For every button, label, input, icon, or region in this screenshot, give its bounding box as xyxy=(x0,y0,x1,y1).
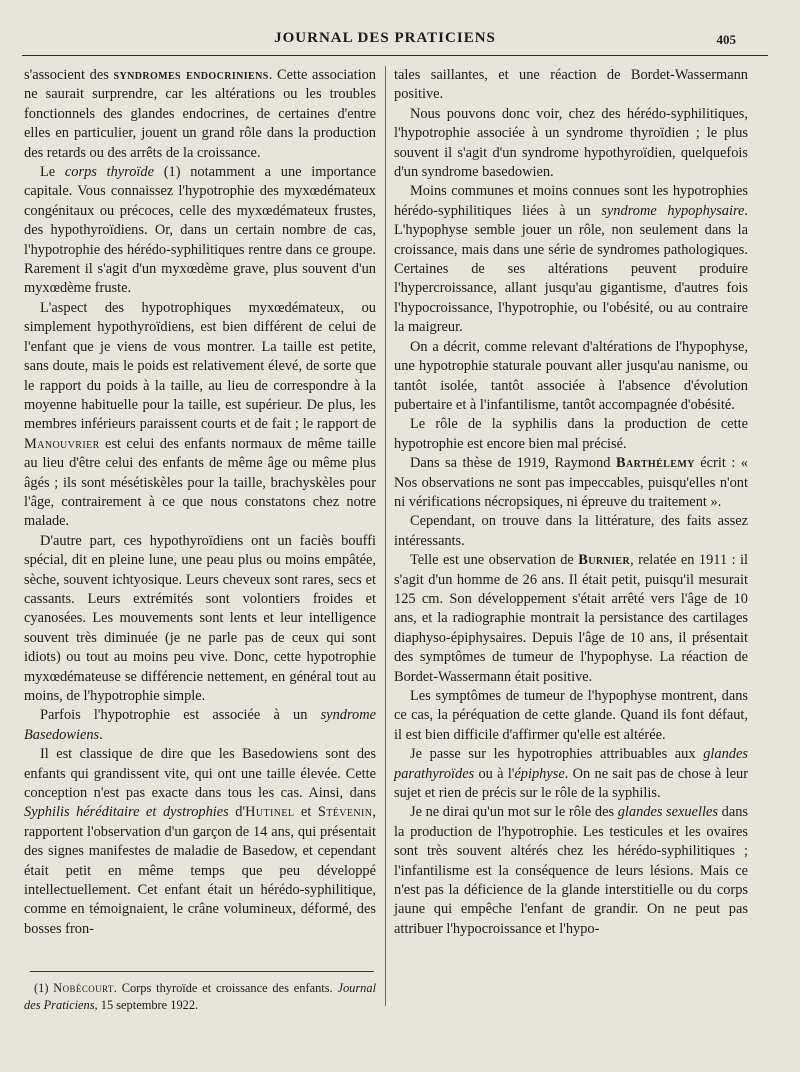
author-name: Barthélemy xyxy=(615,455,695,472)
paragraph: Moins communes et moins connues sont les hypotrophies hérédo-syphilitiques liées à un syndrome hypophysaire. L'hypophyse semble jouer un rôle, non seulement dans la croissance, mais dans une série de syndromes pathologiques. Certaines de ses altérations peuvent produire l'hypercroissance, allant jusqu'au gigantisme, d'autres fois l'hypocroissance, l'hypotrophie, ou l'obésité, ou au contraire la maigreur. xyxy=(394,183,749,336)
paragraph: Parfois l'hypotrophie est associée à un syndrome Basedowiens. xyxy=(24,707,376,743)
author-name: Manouvrier xyxy=(24,435,100,452)
paragraph: Je passe sur les hypotrophies attribuables aux glandes parathyroïdes ou à l'épiphyse. On ne sait pas de chose à leur sujet et rien de précis sur le rôle de la syphilis. xyxy=(394,746,748,802)
paragraph: Cependant, on trouve dans la littérature, des faits assez intéressants. xyxy=(394,513,748,549)
journal-reference: Journal des Praticiens xyxy=(24,981,377,1012)
term-syndromes-endocriniens: syndromes endocriniens xyxy=(113,67,269,83)
paragraph: L'aspect des hypotrophiques myxœdémateux, ou simplement hypothyroïdiens, est bien différent de celui de l'enfant que je viens de vous montrer. La taille est petite, sans doute, mais le poids est relativement élevé, de sorte que le rapport du poids à la taille, au lieu de correspondre à la moyenne habituelle pour la taille, est supérieur. De plus, les membres inférieurs paraissent courts et de fait ; le rapport de Manouvrier est celui des enfants normaux de même taille au lieu d'être celui des enfants de même âge ou même plus âgés ; ils sont mésétiskèles pour la taille, brachyskèles pour l'âge, contrairement à ce que nous constatons chez notre malade. xyxy=(24,299,376,530)
footnote-text: (1) Nobécourt. Corps thyroïde et croissance des enfants. Journal des Praticiens, 15 septembre 1922. xyxy=(24,981,377,1012)
paragraph: Il est classique de dire que les Basedowiens sont des enfants qui grandissent vite, qui ont une taille élevée. Cette conception n'est pas exacte dans tous les cas. Ainsi, dans Syphilis héréditaire et dystrophies d'Hutinel et Stévenin, rapportent l'observation d'un garçon de 14 ans, qui présentait des signes manifestes de maladie de Basedow, et cependant était petit en même temps que peu développé intellectuellement. Cet enfant était un hérédo-syphilitique, comme en témoignaient, le crâne volumineux, déformé, des bosses fron- xyxy=(24,746,376,937)
author-name: Stévenin xyxy=(317,804,373,821)
column-divider xyxy=(385,66,386,1006)
author-name: Hutinel xyxy=(245,804,295,821)
page-header xyxy=(0,30,800,52)
paragraph: Le rôle de la syphilis dans la production de cette hypotrophie est encore bien mal précisé. xyxy=(394,416,748,452)
term-glandes-parathyroides: glandes parathyroïdes xyxy=(394,746,748,782)
paragraph: s'associent des syndromes endocriniens. Cette association ne saurait surprendre, car les altérations ou les troubles fonctionnels des glandes endocrines, de certaines d'entre elles en particulier, jouent un grand rôle dans la production des retards ou des arrêts de la croissance. xyxy=(24,67,376,161)
header-rule xyxy=(22,55,768,56)
term-glandes-sexuelles: glandes sexuelles xyxy=(617,804,719,821)
paragraph: Dans sa thèse de 1919, Raymond Barthélemy écrit : « Nos observations ne sont pas impeccables, puisqu'elles n'ont ni vérifications nécropsiques, ni épreuve du traitement ». xyxy=(394,455,748,510)
term-corps-thyroide: corps thyroïde xyxy=(64,164,155,181)
term-epiphyse: épiphyse xyxy=(514,765,565,782)
journal-title: JOURNAL DES PRATICIENS xyxy=(274,30,496,46)
paragraph: D'autre part, ces hypothyroïdiens ont un faciès bouffi spécial, dit en pleine lune, une peau plus ou moins empâtée, sèche, souvent ichtyosique. Leurs cheveux sont rares, secs et cassants. Leurs extrémités sont volontiers froides et cyanosées. Les mouvements sont lents et leur intelligence souvent très diminuée (je ne parle pas de ceux qui sont idiots) ou tout au moins peu vive. Donc, cette hypotrophie myxœdémateuse se différencie nettement, en général tout au moins, de l'hypotrophie simple. xyxy=(24,532,376,704)
footnote-rule xyxy=(30,971,374,972)
author-name: Nobécourt xyxy=(53,981,114,995)
paragraph: Je ne dirai qu'un mot sur le rôle des glandes sexuelles dans la production de l'hypotrophie. Les testicules et les ovaires sont très souvent altérés chez les hérédo-syphilitiques ; l'infantilisme est la conséquence de leurs lésions. Mais ce n'est pas la déficience de la glande interstitielle ou du corps jaune qui empêche l'enfant de grandir. On ne peut pas attribuer l'hypocroissance et l'hypo- xyxy=(394,804,748,937)
page-number: 405 xyxy=(716,32,736,47)
left-column xyxy=(24,66,376,939)
author-name: Burnier xyxy=(578,552,631,569)
right-column xyxy=(394,66,748,939)
footnote xyxy=(24,980,376,1014)
paragraph: Le corps thyroïde (1) notamment a une importance capitale. Vous connaissez l'hypotrophie des myxœdémateux congénitaux ou précoces, celle des myxœdémateux frustes, des hypothyroïdiens. Or, dans un certain nombre de cas, l'hypotrophie des hérédo-syphilitiques rentre dans ce groupe. Rarement il s'agit d'un myxœdème grave, plus souvent d'un myxœdème fruste. xyxy=(24,164,376,297)
term-syndrome-hypophysaire: syndrome hypophysaire xyxy=(601,202,745,219)
paragraph: Nous pouvons donc voir, chez des hérédo-syphilitiques, l'hypotrophie associée à un syndrome thyroïdien ; le plus souvent il s'agit d'un syndrome hypothyroïdien, quelquefois d'un syndrome basedowien. xyxy=(394,105,748,181)
term-syndrome-basedowiens: syndrome Basedowiens xyxy=(24,707,376,743)
book-title: Syphilis héréditaire et dystrophies xyxy=(24,804,229,821)
paragraph: Les symptômes de tumeur de l'hypophyse montrent, dans ce cas, la péréquation de cette glande. Quand ils font défaut, il est bien difficile d'affirmer qu'elle est altérée. xyxy=(394,688,748,743)
paragraph: Telle est une observation de Burnier, relatée en 1911 : il s'agit d'un homme de 26 ans. Il était petit, puisqu'il mesurait 125 cm. Son développement s'était arrêté vers l'âge de 10 ans, et la radiographie montrait la persistance des cartilages diaphyso-épiphysaires. Depuis l'âge de 10 ans, il présentait des symptômes de tumeur de l'hypophyse. La réaction de Bordet-Wassermann était positive. xyxy=(394,552,749,685)
paragraph: tales saillantes, et une réaction de Bordet-Wassermann positive. xyxy=(394,67,748,103)
paragraph: On a décrit, comme relevant d'altérations de l'hypophyse, une hypotrophie staturale pouvant aller jusqu'au nanisme, ou tantôt isolée, tantôt associée à l'absence d'évolution pubertaire et à l'infantilisme, tantôt accompagnée d'obésité. xyxy=(394,338,748,413)
